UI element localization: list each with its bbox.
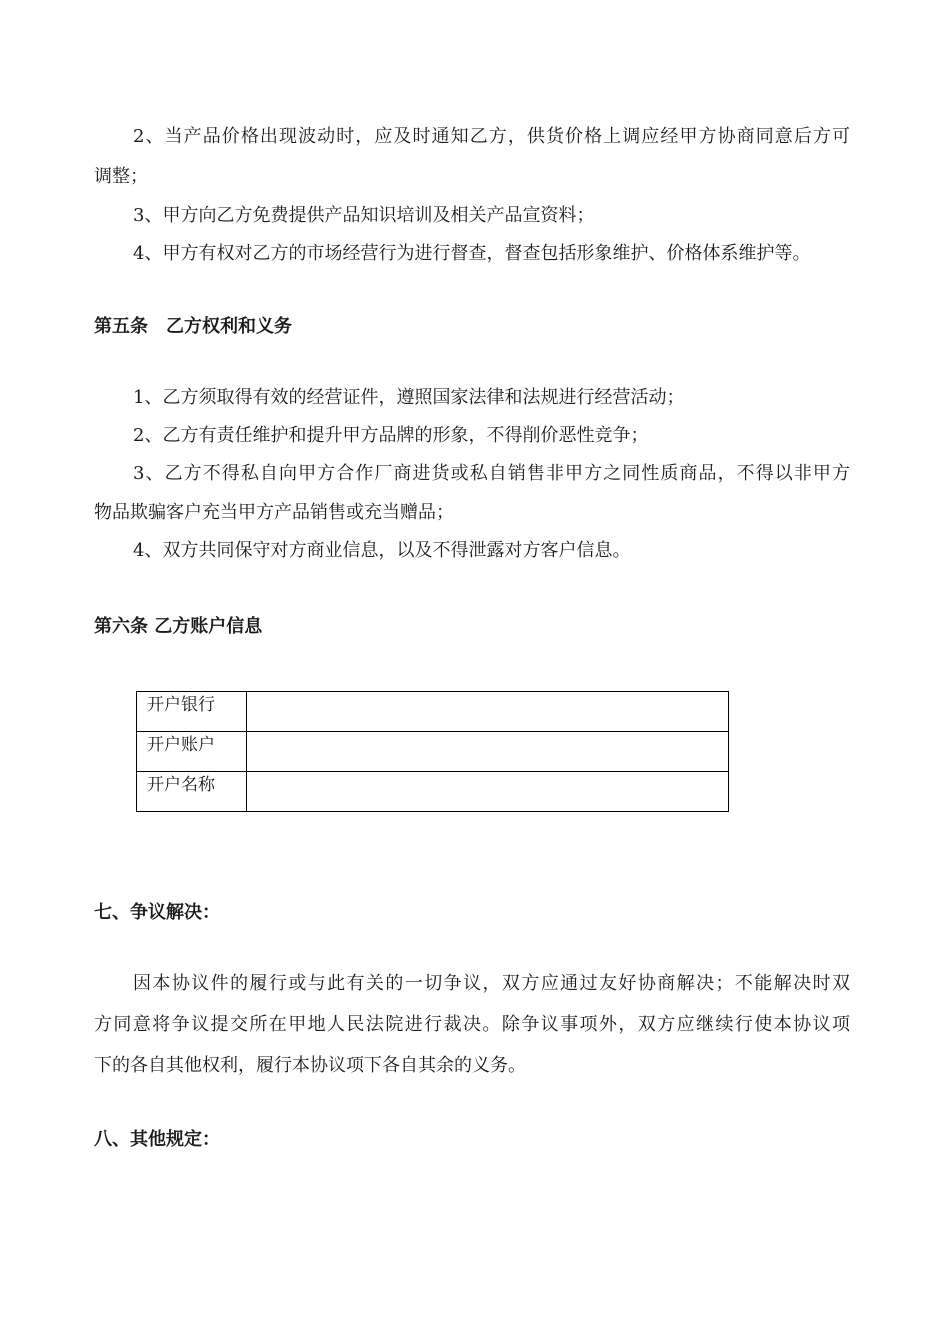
- s7-para-line1: 因本协议件的履行或与此有关的一切争议，双方应通过友好协商解决；不能解决时双: [133, 973, 850, 994]
- section6-heading: 第六条 乙方账户信息: [94, 616, 263, 637]
- s5-item3-line2: 物品欺骗客户充当甲方产品销售或充当赠品；: [94, 502, 454, 523]
- bank-label: 开户银行: [137, 692, 247, 732]
- account-name-value: [247, 772, 729, 812]
- bank-value: [247, 692, 729, 732]
- s4-item2-line2: 调整；: [94, 166, 148, 187]
- s5-item4: 4、双方共同保守对方商业信息，以及不得泄露对方客户信息。: [133, 540, 631, 561]
- account-value: [247, 732, 729, 772]
- s4-item2-line1: 2、当产品价格出现波动时，应及时通知乙方，供货价格上调应经甲方协商同意后方可: [133, 126, 850, 147]
- table-row: [137, 732, 729, 772]
- s4-item4: 4、甲方有权对乙方的市场经营行为进行督查，督查包括形象维护、价格体系维护等。: [133, 243, 811, 264]
- account-info-table: [136, 691, 729, 812]
- table-row: [137, 692, 729, 732]
- account-label: 开户账户: [137, 732, 247, 772]
- s7-para-line2: 方同意将争议提交所在甲地人民法院进行裁决。除争议事项外，双方应继续行使本协议项: [94, 1014, 850, 1035]
- s5-item1: 1、乙方须取得有效的经营证件，遵照国家法律和法规进行经营活动；: [133, 387, 685, 408]
- s4-item3: 3、甲方向乙方免费提供产品知识培训及相关产品宣资料；: [133, 205, 595, 226]
- s5-item3-line1: 3、乙方不得私自向甲方合作厂商进货或私自销售非甲方之同性质商品，不得以非甲方: [133, 463, 850, 484]
- section5-heading: 第五条 乙方权利和义务: [94, 316, 292, 337]
- section7-heading: 七、争议解决：: [94, 902, 220, 923]
- s5-item2: 2、乙方有责任维护和提升甲方品牌的形象，不得削价恶性竞争；: [133, 425, 649, 446]
- section8-heading: 八、其他规定：: [94, 1129, 220, 1150]
- s7-para-line3: 下的各自其他权利，履行本协议项下各自其余的义务。: [94, 1055, 526, 1076]
- table-row: [137, 772, 729, 812]
- account-name-label: 开户名称: [137, 772, 247, 812]
